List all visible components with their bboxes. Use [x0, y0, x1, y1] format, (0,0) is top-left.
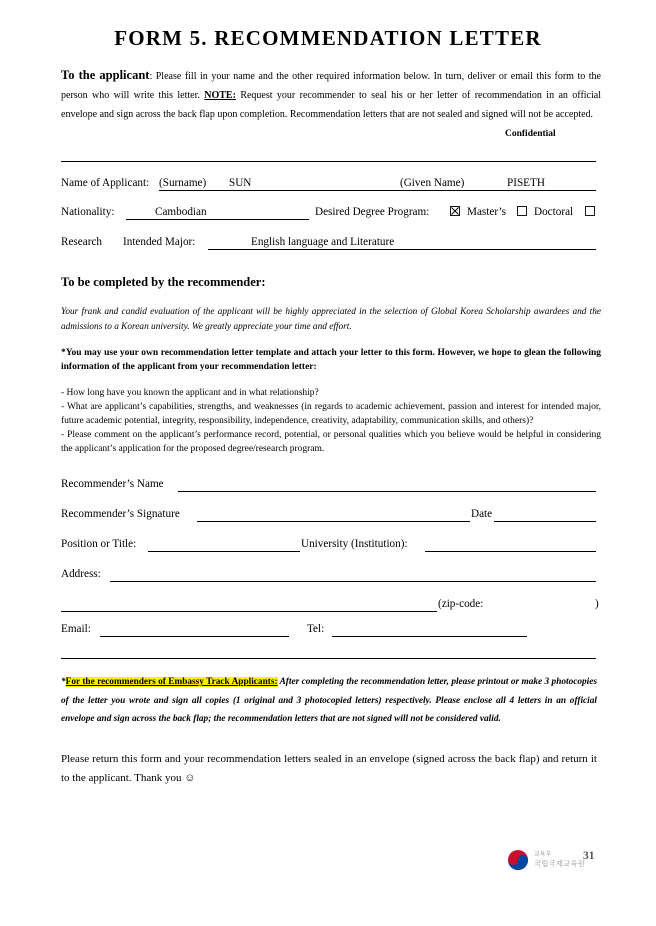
embassy-highlight: For the recommenders of Embassy Track Applicants:	[65, 677, 278, 687]
major-underline	[208, 249, 596, 250]
university-field[interactable]	[425, 551, 596, 552]
applicant-instructions	[61, 66, 601, 124]
masters-label: Master’s	[467, 206, 506, 218]
divider-bottom	[61, 658, 596, 659]
given-name-label: (Given Name)	[400, 177, 465, 189]
note-label: NOTE:	[204, 90, 236, 101]
instructions-text-1: : Please fill in your name and the other required information below. In turn, deliver or email this form to the person who will write this letter.	[61, 71, 601, 101]
nationality-value[interactable]: Cambodian	[155, 206, 207, 218]
email-label: Email:	[61, 623, 91, 635]
doctoral-checkbox[interactable]	[517, 206, 527, 216]
signature-label: Recommender’s Signature	[61, 508, 180, 520]
logo-line1: 교육부	[534, 851, 552, 858]
research-label: Research	[61, 236, 102, 248]
instructions-lead: To the applicant	[61, 68, 150, 82]
nationality-underline	[126, 219, 309, 220]
surname-label: (Surname)	[159, 177, 207, 189]
question-item: - How long have you known the applicant and in what relationship?	[61, 388, 319, 398]
recommender-name-field[interactable]	[178, 491, 596, 492]
zip-code-close: )	[595, 598, 599, 610]
institution-logo-icon	[507, 849, 529, 871]
logo-line2: 국립국제교육원	[534, 859, 585, 868]
given-name-value[interactable]: PISETH	[507, 177, 545, 189]
doctoral-label: Doctoral	[534, 206, 574, 218]
page-number: 31	[583, 850, 595, 862]
question-list	[61, 386, 601, 456]
address-field-line1[interactable]	[110, 581, 596, 582]
nationality-label: Nationality:	[61, 206, 115, 218]
degree-program-label: Desired Degree Program:	[315, 206, 430, 218]
position-field[interactable]	[148, 551, 300, 552]
intended-major-label: Intended Major:	[123, 236, 196, 248]
date-label: Date	[471, 508, 493, 520]
question-item: - What are applicant’s capabilities, strengths, and weaknesses (in regards to academic achievement, passion and interest for intended major, future academic potential, integrity, responsibility, independence, creativity, adaptability, communication skills, and others)?	[61, 402, 601, 426]
research-checkbox[interactable]	[585, 206, 595, 216]
applicant-name-label: Name of Applicant:	[61, 177, 150, 189]
recommender-name-label: Recommender’s Name	[61, 478, 164, 490]
form-title: FORM 5. RECOMMENDATION LETTER	[114, 26, 542, 50]
instructions-text-2: Request your recommender to seal his or her letter of recommendation in an official envelope and sign across the back flap upon completion. Recommendation letters that are not sealed and signed will not be accepted.	[61, 90, 601, 120]
confidential-label: Confidential	[505, 129, 556, 139]
closing-text: Please return this form and your recommendation letters sealed in an envelope (signed across the back flap) and return it to the applicant. Thank you ☺	[61, 753, 597, 784]
university-label: University (Institution):	[301, 538, 408, 550]
evaluation-note: Your frank and candid evaluation of the applicant will be highly appreciated in the selection of Global Korea Scholarship awardees and the admissions to a Korean university. We greatly appreciate your time and effort.	[61, 307, 601, 332]
intended-major-value[interactable]: English language and Literature	[251, 236, 395, 248]
name-underline	[159, 190, 596, 191]
template-note: *You may use your own recommendation letter template and attach your letter to this form. However, we hope to glean the following information of the applicant from your recommendation letter:	[61, 348, 601, 372]
surname-value[interactable]: SUN	[229, 177, 252, 189]
embassy-text: After completing the recommendation letter, please printout or make 3 photocopies of the letter you wrote and sign all copies (1 original and 3 photocopied letters) respectively. Please enclose all 4 letters in an official envelope and sign across the back flap; the recommendation letters that are not signed will not be considered valid.	[61, 677, 597, 724]
question-item: - Please comment on the applicant’s performance record, potential, or personal qualities which you believe would be helpful in considering the applicant’s application for the proposed degree/research program.	[61, 430, 601, 454]
recommender-section-title: To be completed by the recommender:	[61, 275, 266, 289]
date-field[interactable]	[494, 521, 596, 522]
email-field[interactable]	[100, 636, 289, 637]
address-field-line2[interactable]	[61, 611, 437, 612]
embassy-track-note	[61, 673, 597, 729]
divider-top	[61, 161, 596, 162]
zip-code-label: (zip-code:	[438, 598, 484, 610]
masters-checkbox[interactable]	[450, 206, 460, 216]
tel-label: Tel:	[307, 623, 325, 635]
signature-field[interactable]	[197, 521, 470, 522]
position-label: Position or Title:	[61, 538, 137, 550]
address-label: Address:	[61, 568, 101, 580]
tel-field[interactable]	[332, 636, 527, 637]
embassy-prefix: *	[61, 677, 66, 687]
